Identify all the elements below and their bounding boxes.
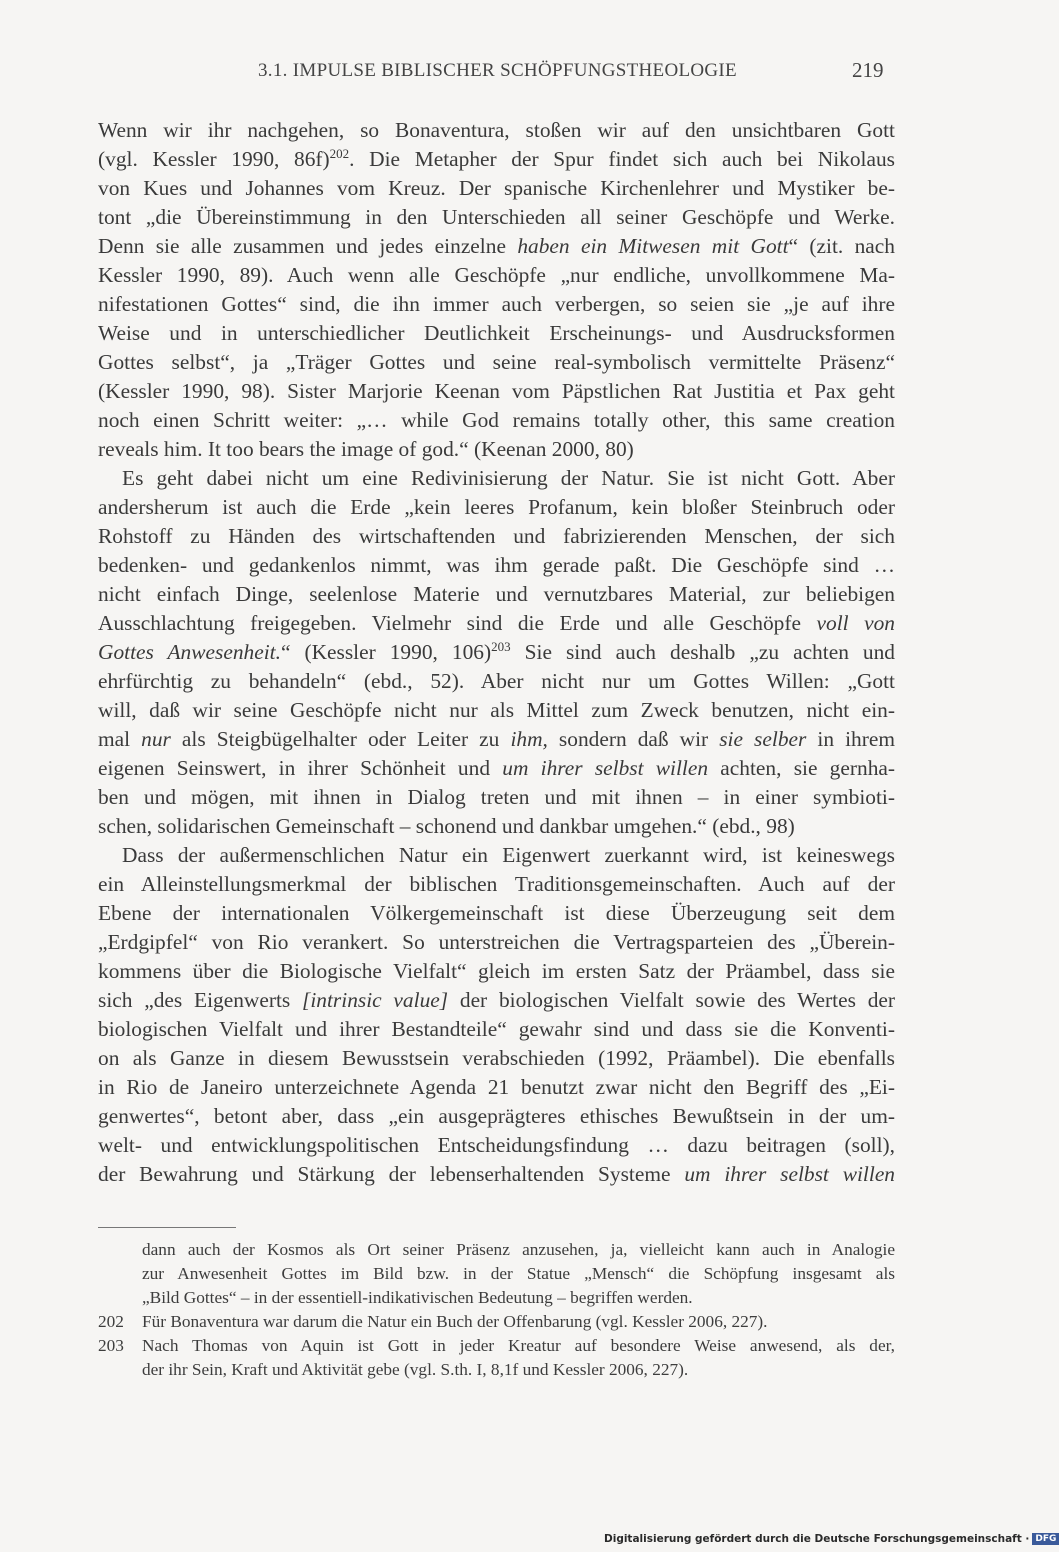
text-line: tont „die Übereinstimmung in den Unterschieden all seiner Geschöpfe und Werke.: [98, 205, 895, 229]
text-line: ehrfürchtig zu behandeln“ (ebd., 52). Aber nicht nur um Gottes Willen: „Gott: [98, 669, 895, 693]
footnote-number: 203: [98, 1336, 124, 1355]
text-line: Weise und in unterschiedlicher Deutlichkeit Erscheinungs- und Ausdrucksformen: [98, 321, 895, 345]
footnote-202: [98, 1310, 895, 1334]
text-line: andersherum ist auch die Erde „kein leeres Profanum, kein bloßer Steinbruch oder: [98, 495, 895, 519]
text-line: kommens über die Biologische Vielfalt“ gleich im ersten Satz der Präambel, dass sie: [98, 959, 895, 983]
text-line: noch einen Schritt weiter: „… while God remains totally other, this same creation: [98, 408, 895, 432]
text-line: Wenn wir ihr nachgehen, so Bonaventura, stoßen wir auf den unsichtbaren Gott: [98, 118, 895, 142]
footnote-text: Für Bonaventura war darum die Natur ein Buch der Offenbarung (vgl. Kessler 2006, 227).: [142, 1312, 768, 1331]
text-line: reveals him. It too bears the image of god.“ (Keenan 2000, 80): [98, 437, 634, 461]
text-line: ein Alleinstellungsmerkmal der biblischen Traditionsgemeinschaften. Auch auf der: [98, 872, 895, 896]
text-line: Ausschlachtung freigegeben. Vielmehr sind die Erde und alle Geschöpfe voll von: [98, 611, 896, 635]
text-line: Gottes Anwesenheit.“ (Kessler 1990, 106)$^{203}$ Sie sind auch deshalb „zu achten und: [98, 639, 895, 664]
text-line: eigenen Seinswert, in ihrer Schönheit und um ihrer selbst willen achten, sie gernha-: [98, 756, 896, 780]
text-line: Gottes selbst“, ja „Träger Gottes und seine real-symbolisch vermittelte Präsenz“: [98, 350, 895, 374]
footnote-number: 202: [98, 1312, 124, 1331]
text-line: Es geht dabei nicht um eine Redivinisierung der Natur. Sie ist nicht Gott. Aber: [122, 466, 895, 490]
footnote-continuation-line: der ihr Sein, Kraft und Aktivität gebe (vgl. S.th. I, 8,1f und Kessler 2006, 227).: [142, 1360, 689, 1379]
text-line: schen, solidarischen Gemeinschaft – schonend und dankbar umgehen.“ (ebd., 98): [98, 814, 795, 838]
text-line: Ebene der internationalen Völkergemeinschaft ist diese Überzeugung seit dem: [98, 901, 895, 925]
footnote-203: [98, 1334, 895, 1358]
text-line: Rohstoff zu Händen des wirtschaftenden und fabrizierenden Menschen, der sich: [98, 524, 895, 548]
digitization-credit: Digitalisierung gefördert durch die Deutsche Forschungsgemeinschaft · DFG: [604, 1533, 1059, 1545]
text-line: (vgl. Kessler 1990, 86f)$^{202}$. Die Metapher der Spur findet sich auch bei Nikolaus: [98, 146, 895, 171]
footnote-continuation-line: zur Anwesenheit Gottes im Bild bzw. in der Statue „Mensch“ die Schöpfung insgesamt als: [142, 1264, 895, 1283]
body-text: [98, 116, 895, 1189]
running-head: 3.1. IMPULSE BIBLISCHER SCHÖPFUNGSTHEOLOGIE: [258, 60, 737, 81]
footnote-ref-202[interactable]: 202: [329, 146, 350, 161]
dfg-logo: DFG: [1032, 1533, 1059, 1545]
footnote-continuation-line: dann auch der Kosmos als Ort seiner Präsenz anzusehen, ja, vielleicht kann auch in Analogie: [142, 1240, 895, 1259]
text-line: „Erdgipfel“ von Rio verankert. So unterstreichen die Vertragsparteien des „Überein-: [98, 930, 895, 954]
text-line: genwertes“, betont aber, dass „ein ausgeprägteres ethisches Bewußtsein in der um-: [98, 1104, 895, 1128]
footnote-divider: [98, 1227, 236, 1228]
footnote-continuation-line: „Bild Gottes“ – in der essentiell-indikativischen Bedeutung – begriffen werden.: [142, 1288, 693, 1307]
text-line: biologischen Vielfalt und ihrer Bestandteile“ gewahr sind und dass sie die Konventi-: [98, 1017, 895, 1041]
page-number: 219: [852, 58, 884, 82]
text-line: der Bewahrung und Stärkung der lebenserhaltenden Systeme um ihrer selbst willen: [98, 1162, 896, 1186]
text-line: (Kessler 1990, 98). Sister Marjorie Keenan vom Päpstlichen Rat Justitia et Pax geht: [98, 379, 895, 403]
text-line: von Kues und Johannes vom Kreuz. Der spanische Kirchenlehrer und Mystiker be-: [98, 176, 895, 200]
text-line: will, daß wir seine Geschöpfe nicht nur als Mittel zum Zweck benutzen, nicht ein-: [98, 698, 895, 722]
footnotes: [98, 1238, 895, 1382]
text-line: sich „des Eigenwerts [intrinsic value] der biologischen Vielfalt sowie des Wertes der: [98, 988, 896, 1012]
text-line: on als Ganze in diesem Bewusstsein verabschieden (1992, Präambel). Die ebenfalls: [98, 1046, 895, 1070]
text-line: nicht einfach Dinge, seelenlose Materie und vernutzbares Material, zur beliebigen: [98, 582, 895, 606]
text-line: ben und mögen, mit ihnen in Dialog treten und mit ihnen – in einer symbioti-: [98, 785, 895, 809]
text-line: welt- und entwicklungspolitischen Entscheidungsfindung … dazu beitragen (soll),: [98, 1133, 895, 1157]
text-line: bedenken- und gedankenlos nimmt, was ihm gerade paßt. Die Geschöpfe sind …: [98, 553, 895, 577]
text-line: Denn sie alle zusammen und jedes einzelne haben ein Mitwesen mit Gott“ (zit. nach: [98, 234, 895, 258]
footnote-text: Nach Thomas von Aquin ist Gott in jeder Kreatur auf besondere Weise anwesend, als der,: [142, 1336, 895, 1355]
text-line: mal nur als Steigbügelhalter oder Leiter zu ihm, sondern daß wir sie selber in ihrem: [98, 727, 895, 751]
text-line: Dass der außermenschlichen Natur ein Eigenwert zuerkannt wird, ist keineswegs: [122, 843, 895, 867]
text-line: nifestationen Gottes“ sind, die ihn immer auch verbergen, so seien sie „je auf ihre: [98, 292, 895, 316]
text-line: in Rio de Janeiro unterzeichnete Agenda 21 benutzt zwar nicht den Begriff des „Ei-: [98, 1075, 895, 1099]
text-line: Kessler 1990, 89). Auch wenn alle Geschöpfe „nur endliche, unvollkommene Ma-: [98, 263, 895, 287]
footnote-ref-203[interactable]: 203: [491, 639, 511, 654]
